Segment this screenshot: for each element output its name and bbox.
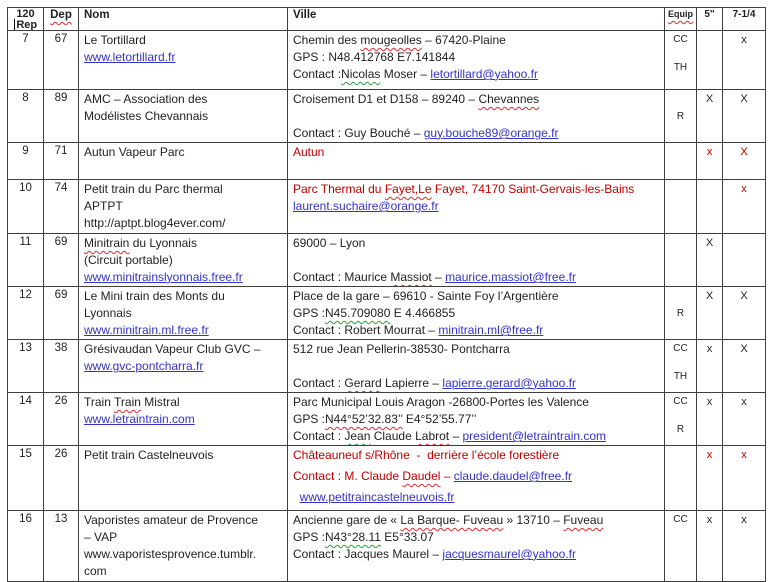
text-line: [293, 358, 659, 375]
text-line: [84, 235, 282, 252]
cell-departement: 89: [44, 90, 79, 143]
cell-seven-quarter-mark: x: [723, 393, 766, 446]
text-segment: GPS : N48.412768 E7.141844: [293, 50, 456, 64]
cell-equip: [665, 446, 697, 511]
header-rep-top: 120: [16, 8, 35, 20]
cell-departement: 26: [44, 393, 79, 446]
text-segment: Autun Vapeur Parc: [84, 145, 185, 159]
cell-equip: [665, 143, 697, 180]
table-row: [8, 90, 766, 143]
table-row: [8, 180, 766, 234]
text-segment: Petit train Castelneuvois: [84, 448, 214, 462]
cell-five-inch-mark: x: [697, 393, 723, 446]
text-segment: www.vaporistesprovence.tumblr.: [84, 547, 257, 561]
equip-code: TH: [673, 62, 688, 73]
text-line: [293, 125, 659, 142]
cell-seven-quarter-mark: x: [723, 31, 766, 90]
cell-departement: 69: [44, 287, 79, 340]
cell-nom: [79, 511, 288, 582]
cell-seven-quarter-mark: X: [723, 287, 766, 340]
link[interactable]: www.letraintrain.com: [84, 412, 195, 426]
text-line: [293, 91, 659, 108]
text-segment: 512 rue Jean Pellerin-38530- Pontcharra: [293, 342, 510, 356]
text-segment: Châteauneuf s/Rhône - derrière l’école forestière: [293, 448, 560, 462]
link[interactable]: laurent.suchaire@orange.fr: [293, 199, 439, 213]
cell-rep-number: 7: [8, 31, 44, 90]
text-segment: Daudel: [402, 469, 441, 483]
table-body: [8, 31, 766, 582]
text-segment: Contact :: [293, 67, 342, 81]
text-line: [84, 32, 282, 49]
text-segment: Contact :: [293, 429, 345, 443]
text-segment: du Lyonnais: [129, 236, 197, 250]
text-line: [84, 215, 282, 232]
text-segment: N43°28.11: [325, 530, 381, 544]
text-line: [293, 198, 659, 215]
text-segment: Massiot: [390, 270, 432, 284]
text-line: [293, 447, 659, 464]
cell-seven-quarter-mark: x: [723, 511, 766, 582]
cell-ville: [288, 393, 665, 446]
cell-nom: [79, 234, 288, 287]
text-line: [84, 252, 282, 269]
cell-rep-number: 14: [8, 393, 44, 446]
text-line: [293, 546, 659, 563]
cell-ville: [288, 234, 665, 287]
cell-equip: [665, 340, 697, 393]
text-line: [84, 447, 282, 464]
header-cell-nom: Nom: [79, 8, 288, 31]
text-line: [293, 394, 659, 411]
text-segment: E4°52’55.77’’: [402, 412, 477, 426]
table-row: [8, 287, 766, 340]
text-segment: Fuveau: [563, 513, 604, 527]
text-line: [293, 512, 659, 529]
cell-nom: [79, 340, 288, 393]
link[interactable]: claude.daudel@free.fr: [453, 469, 573, 483]
text-line: [293, 288, 659, 305]
cell-departement: 74: [44, 180, 79, 234]
text-segment: –: [431, 270, 446, 284]
text-line: [293, 411, 659, 428]
table-row: [8, 340, 766, 393]
text-segment: Chevannes: [478, 92, 540, 106]
link[interactable]: jacquesmaurel@yahoo.fr: [442, 547, 577, 561]
text-segment: Claude: [370, 429, 416, 443]
text-segment: Lapierre –: [381, 376, 443, 390]
cell-ville: [288, 31, 665, 90]
text-line: [84, 394, 282, 411]
text-line: [84, 322, 282, 339]
text-segment: Gerard: [344, 376, 382, 390]
text-line: [84, 546, 282, 563]
text-line: [293, 144, 659, 161]
cell-five-inch-mark: x: [697, 446, 723, 511]
text-segment: Labrot: [415, 429, 450, 443]
text-line: [293, 489, 659, 506]
link[interactable]: maurice.massiot@free.fr: [445, 270, 576, 284]
cell-five-inch-mark: x: [697, 340, 723, 393]
text-segment: AMC – Association des: [84, 92, 208, 106]
header-cell-seven-quarter: 7-1/4: [723, 8, 766, 31]
text-line: [293, 375, 659, 392]
cell-departement: 71: [44, 143, 79, 180]
text-segment: GPS :: [293, 412, 326, 426]
text-line: [84, 49, 282, 66]
cell-rep-number: 11: [8, 234, 44, 287]
text-segment: Minitrain: [84, 236, 130, 250]
cell-ville: [288, 287, 665, 340]
text-segment: La Barque- Fuveau: [400, 513, 504, 527]
text-line: [293, 181, 659, 198]
text-segment: N45.709080: [325, 306, 391, 320]
cell-five-inch-mark: [697, 31, 723, 90]
text-segment: Contact : Maurice: [293, 270, 391, 284]
cell-five-inch-mark: X: [697, 234, 723, 287]
text-line: [293, 269, 659, 286]
cell-equip: [665, 511, 697, 582]
text-segment: (Circuit portable): [84, 253, 173, 267]
text-segment: [293, 490, 300, 504]
text-line: [84, 411, 282, 428]
header-cell-equip: Equip: [665, 8, 697, 31]
cell-seven-quarter-mark: [723, 234, 766, 287]
text-line: [293, 468, 659, 485]
text-line: [84, 269, 282, 286]
text-line: [84, 198, 282, 215]
cell-seven-quarter-mark: X: [723, 143, 766, 180]
text-segment: 69000 – Lyon: [293, 236, 366, 250]
text-segment: – VAP: [84, 530, 118, 544]
text-line: [293, 341, 659, 358]
text-segment: mougeolles: [360, 33, 422, 47]
text-segment: Place de la gare – 69610 - Sainte Foy l’Argentière: [293, 289, 559, 303]
link[interactable]: lapierre.gerard@yahoo.fr: [442, 376, 577, 390]
text-line: [293, 49, 659, 66]
cell-ville: [288, 340, 665, 393]
cell-equip: [665, 90, 697, 143]
text-segment: com: [84, 564, 107, 578]
header-cell-five-inch: 5": [697, 8, 723, 31]
text-segment: Le Tortillard: [84, 33, 146, 47]
text-segment: Train: [114, 395, 141, 409]
text-segment: Contact :: [293, 376, 345, 390]
cell-seven-quarter-mark: x: [723, 180, 766, 234]
table-row: [8, 511, 766, 582]
header-rep-bottom: Rep: [8, 19, 43, 30]
text-line: [293, 305, 659, 322]
equip-code: R: [676, 307, 685, 319]
text-segment: Mistral: [140, 395, 180, 409]
cell-nom: [79, 287, 288, 340]
cell-five-inch-mark: x: [697, 143, 723, 180]
text-segment: Contact : Robert Mourrat –: [293, 323, 439, 337]
text-line: [84, 563, 282, 580]
text-segment: Moser –: [380, 67, 431, 81]
text-segment: Chemin des: [293, 33, 361, 47]
text-line: [293, 66, 659, 83]
link[interactable]: letortillard@yahoo.fr: [430, 67, 538, 81]
table-row: [8, 393, 766, 446]
cell-departement: 67: [44, 31, 79, 90]
text-segment: Grésivaudan Vapeur Club GVC –: [84, 342, 261, 356]
text-segment: Parc Thermal du: [293, 182, 385, 196]
text-line: [293, 428, 659, 445]
cell-departement: 69: [44, 234, 79, 287]
text-segment: Lyonnais: [84, 306, 132, 320]
cell-rep-number: 9: [8, 143, 44, 180]
link[interactable]: www.minitrainslyonnais.free.fr: [84, 270, 243, 284]
cell-five-inch-mark: X: [697, 90, 723, 143]
cell-ville: [288, 90, 665, 143]
cell-equip: [665, 287, 697, 340]
text-segment: Croisement D1 et D158 – 89240 –: [293, 92, 479, 106]
cell-nom: [79, 446, 288, 511]
equip-code: R: [676, 110, 685, 122]
cell-rep-number: 12: [8, 287, 44, 340]
cell-rep-number: 16: [8, 511, 44, 582]
cell-departement: 38: [44, 340, 79, 393]
cell-nom: [79, 143, 288, 180]
text-segment: Contact : Guy Bouché –: [293, 126, 424, 140]
text-segment: E5°33.07: [380, 530, 434, 544]
link[interactable]: www.minitrain.ml.free.fr: [84, 323, 209, 337]
text-segment: APTPT: [84, 199, 123, 213]
cell-nom: [79, 31, 288, 90]
text-segment: –: [449, 429, 463, 443]
cell-seven-quarter-mark: x: [723, 446, 766, 511]
header-cell-rep: [8, 8, 44, 31]
text-segment: Contact : Jacques Maurel –: [293, 547, 443, 561]
link[interactable]: www.letortillard.fr: [84, 50, 176, 64]
equip-code: TH: [673, 371, 688, 382]
equip-code: R: [676, 424, 685, 435]
cell-equip: [665, 393, 697, 446]
link[interactable]: minitrain.ml@free.fr: [438, 323, 544, 337]
link[interactable]: www.petitraincastelneuvois.fr: [299, 490, 455, 504]
text-segment: Nicolas: [341, 67, 381, 81]
text-segment: Ancienne gare de «: [293, 513, 401, 527]
cell-equip: [665, 180, 697, 234]
text-segment: Contact : M. Claude: [293, 469, 403, 483]
clubs-table: [7, 7, 766, 582]
cell-ville: [288, 511, 665, 582]
cell-rep-number: 15: [8, 446, 44, 511]
text-line: [84, 108, 282, 125]
text-line: [293, 252, 659, 269]
text-line: [84, 358, 282, 375]
text-line: [84, 144, 282, 161]
cell-departement: 13: [44, 511, 79, 582]
text-segment: –: [440, 469, 454, 483]
table-header-row: [8, 8, 766, 31]
text-segment: Le Mini train des Monts du: [84, 289, 225, 303]
text-line: [84, 305, 282, 322]
text-line: [84, 512, 282, 529]
equip-code: CC: [673, 34, 688, 45]
cell-rep-number: 10: [8, 180, 44, 234]
text-segment: E 4.466855: [390, 306, 456, 320]
cell-rep-number: 13: [8, 340, 44, 393]
table-row: [8, 446, 766, 511]
cell-seven-quarter-mark: X: [723, 90, 766, 143]
text-line: [293, 108, 659, 125]
text-segment: Vaporistes amateur de Provence: [84, 513, 258, 527]
table-row: [8, 31, 766, 90]
equip-code: CC: [673, 514, 688, 525]
text-segment: Fayet, 74170 Saint-Gervais-les-Bains: [431, 182, 635, 196]
text-segment: Autun: [293, 145, 325, 159]
text-line: [84, 181, 282, 198]
cell-nom: [79, 393, 288, 446]
cell-five-inch-mark: [697, 180, 723, 234]
text-segment: Modélistes Chevannais: [84, 109, 209, 123]
table-row: [8, 234, 766, 287]
cell-ville: [288, 180, 665, 234]
text-line: [293, 235, 659, 252]
text-segment: Jean: [344, 429, 371, 443]
text-segment: Train: [84, 395, 115, 409]
link[interactable]: www.gvc-pontcharra.fr: [84, 359, 204, 373]
cell-ville: [288, 143, 665, 180]
cell-nom: [79, 90, 288, 143]
cell-five-inch-mark: x: [697, 511, 723, 582]
cell-rep-number: 8: [8, 90, 44, 143]
cell-seven-quarter-mark: X: [723, 340, 766, 393]
text-line: [84, 288, 282, 305]
link[interactable]: guy.bouche89@orange.fr: [423, 126, 559, 140]
text-line: [293, 32, 659, 49]
text-segment: – 67420-Plaine: [421, 33, 506, 47]
equip-code: CC: [673, 343, 688, 354]
text-segment: http://aptpt.blog4ever.com/: [84, 216, 226, 230]
text-line: [84, 529, 282, 546]
text-segment: GPS :: [293, 530, 326, 544]
text-segment: Fayet,Le: [384, 182, 432, 196]
header-cell-ville: Ville: [288, 8, 665, 31]
text-line: [293, 322, 659, 339]
header-cell-dep: Dep: [44, 8, 79, 31]
cell-five-inch-mark: X: [697, 287, 723, 340]
text-segment: Petit train du Parc thermal: [84, 182, 223, 196]
cell-ville: [288, 446, 665, 511]
text-line: [293, 529, 659, 546]
cell-equip: [665, 234, 697, 287]
text-line: [84, 91, 282, 108]
link[interactable]: president@letraintrain.com: [462, 429, 607, 443]
cell-departement: 26: [44, 446, 79, 511]
text-segment: » 13710 –: [503, 513, 564, 527]
text-segment: N44°52’32.83’’: [325, 412, 403, 426]
table-row: [8, 143, 766, 180]
cell-nom: [79, 180, 288, 234]
text-line: [84, 341, 282, 358]
equip-code: CC: [673, 396, 688, 407]
text-segment: GPS :: [293, 306, 326, 320]
text-segment: Parc Municipal Louis Aragon -26800-Portes les Valence: [293, 395, 589, 409]
cell-equip: [665, 31, 697, 90]
